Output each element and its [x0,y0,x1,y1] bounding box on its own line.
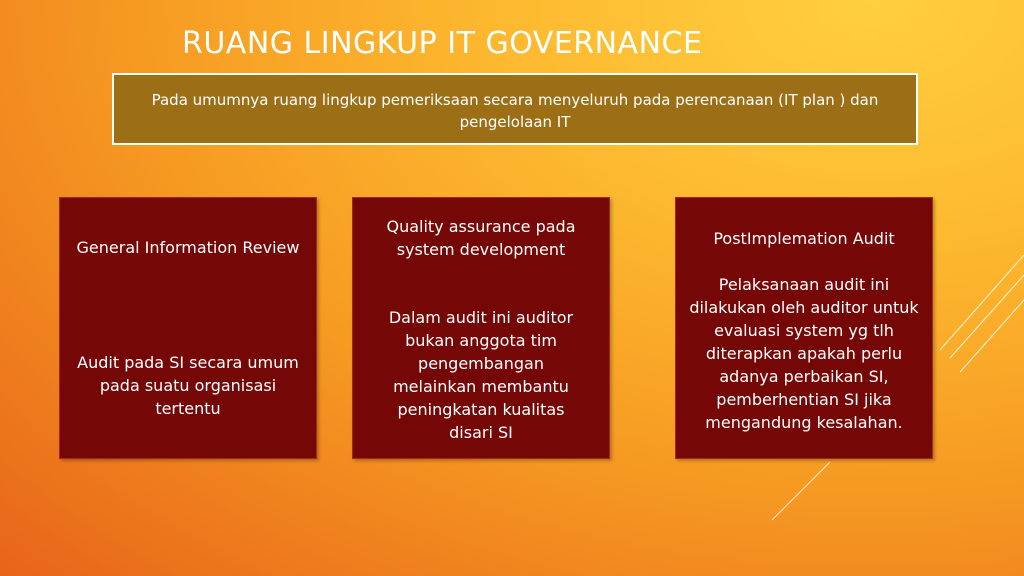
box-heading: PostImplemation Audit [713,229,895,248]
intro-box [112,73,918,145]
box-body: Audit pada SI secara umum pada suatu organisasi tertentu [77,353,299,418]
slide-title: RUANG LINGKUP IT GOVERNANCE [182,26,703,61]
scope-box-quality-assurance [352,197,610,459]
scope-box-postimplementation-audit [675,197,933,459]
box-body: Dalam audit ini auditor bukan anggota tim pengembangan melainkan membantu peningkatan kualitas disari SI [388,308,574,442]
intro-text: Pada umumnya ruang lingkup pemeriksaan secara menyeluruh pada perencanaan (IT plan ) dan pengelolaan IT [151,91,879,131]
box-body: Pelaksanaan audit ini dilakukan oleh auditor untuk evaluasi system yg tlh diterapkan apakah perlu adanya perbaikan SI, pemberhentian SI jika mengandung kesalahan. [689,275,919,432]
box-heading: General Information Review [76,238,300,257]
scope-box-general-information-review [59,197,317,459]
box-heading: Quality assurance pada system development [386,217,576,259]
